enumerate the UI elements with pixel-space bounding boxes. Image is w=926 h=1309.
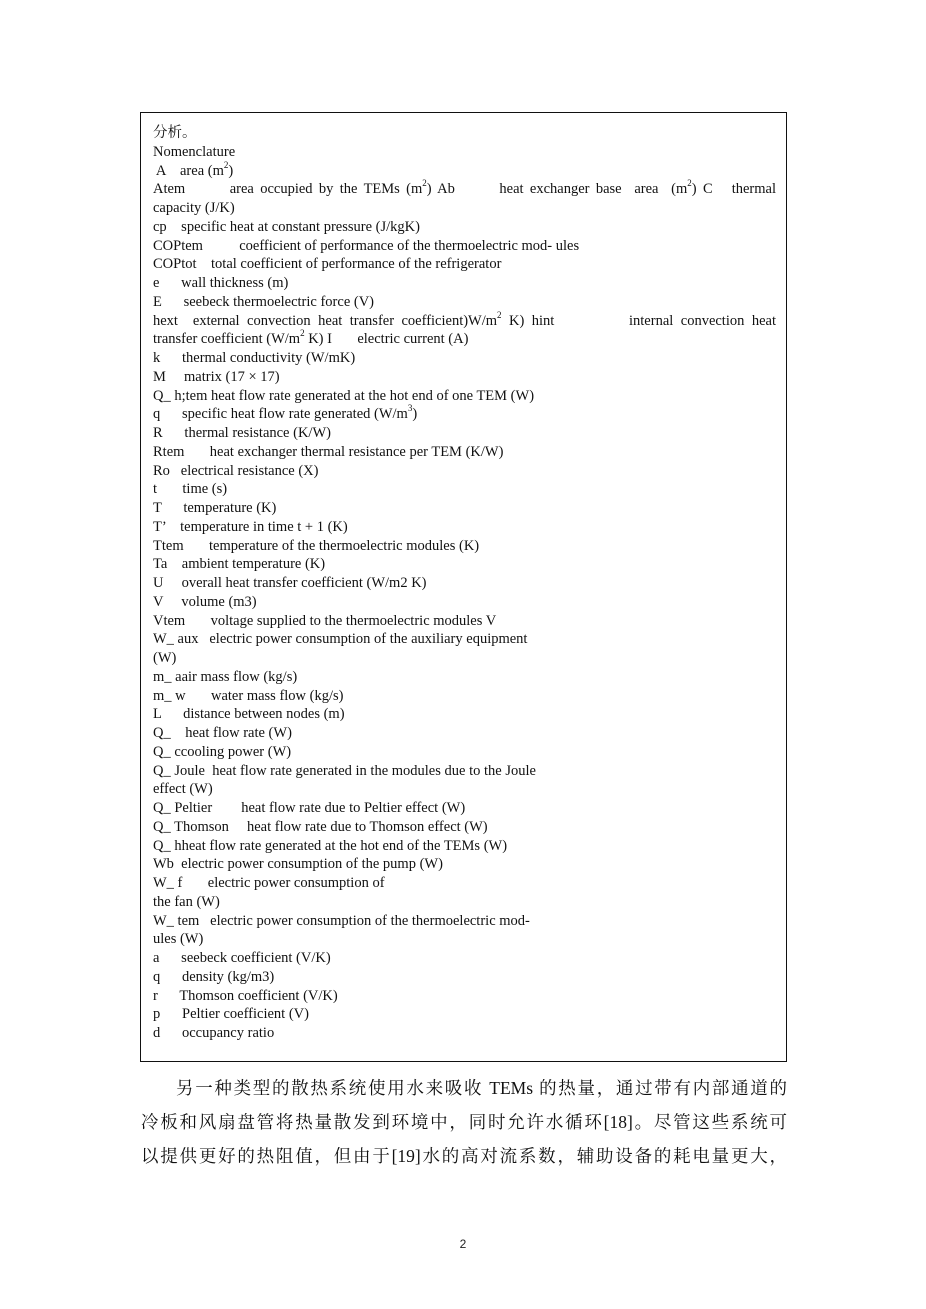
entry-text: e wall thickness (m) — [153, 275, 289, 291]
entry-text: V volume (m3) — [153, 593, 257, 610]
nomenclature-entry — [153, 424, 776, 443]
nomenclature-entry — [153, 668, 776, 687]
paragraph-line: 另一种类型的散热系统使用水来吸收 TEMs 的热量，通过带有内部通道的 — [176, 1078, 787, 1098]
nomenclature-entry — [153, 930, 776, 949]
entry-text: (W) — [153, 650, 177, 666]
entry-text: K) hint internal convection heat — [501, 312, 776, 329]
nomenclature-heading: Nomenclature — [153, 143, 236, 160]
superscript: 2 — [687, 178, 692, 189]
nomenclature-entry — [153, 1005, 776, 1024]
nomenclature-entry — [153, 874, 776, 893]
entry-text: A area (m — [153, 162, 224, 179]
superscript: 2 — [497, 309, 502, 320]
entry-text: R thermal resistance (K/W) — [153, 425, 331, 441]
entry-text: ules (W) — [153, 931, 204, 948]
nomenclature-entry — [153, 574, 776, 593]
entry-text: L distance between nodes (m) — [153, 706, 345, 723]
nomenclature-entry — [153, 443, 776, 462]
entry-text: Ro electrical resistance (X) — [153, 462, 319, 479]
entry-text: m_ w water mass flow (kg/s) — [153, 687, 344, 704]
paragraph-line: 以提供更好的热阻值，但由于[19]水的高对流系数，辅助设备的耗电量更大， — [141, 1146, 787, 1166]
entry-text: t time (s) — [153, 481, 228, 498]
body-paragraph — [141, 1071, 787, 1173]
superscript: 2 — [223, 159, 229, 170]
nomenclature-entry — [153, 968, 776, 987]
nomenclature-entry — [153, 649, 776, 668]
intro-text: 分析。 — [153, 125, 197, 141]
entry-text: Rtem heat exchanger thermal resistance per TEM (K/W) — [153, 443, 504, 460]
entry-text: ) — [412, 406, 418, 423]
nomenclature-entry — [153, 293, 776, 312]
nomenclature-entry — [153, 349, 776, 368]
nomenclature-entry — [153, 912, 776, 931]
nomenclature-entry — [153, 780, 776, 799]
entry-text: m_ aair mass flow (kg/s) — [153, 668, 298, 685]
nomenclature-entry — [153, 630, 776, 649]
nomenclature-entry — [153, 799, 776, 818]
entry-text: hext external convection heat transfer coefficient)W/m — [153, 312, 498, 329]
nomenclature-entry — [153, 518, 776, 537]
entry-text: transfer coefficient (W/m — [153, 331, 301, 348]
entry-text: U overall heat transfer coefficient (W/m2 K) — [153, 575, 427, 591]
nomenclature-entry — [153, 368, 776, 387]
entry-text: Q_ Peltier heat flow rate due to Peltier effect (W) — [153, 800, 466, 816]
entry-text: cp specific heat at constant pressure (J/kgK) — [153, 218, 420, 235]
nomenclature-entry — [153, 762, 776, 781]
entry-text: W_ f electric power consumption of — [153, 875, 385, 891]
nomenclature-entry — [153, 405, 776, 424]
nomenclature-entry — [153, 499, 776, 518]
entry-text: Q_ ccooling power (W) — [153, 743, 292, 760]
nomenclature-entry — [153, 893, 776, 912]
nomenclature-entry — [153, 309, 776, 331]
nomenclature-entry — [153, 949, 776, 968]
superscript: 2 — [422, 178, 427, 189]
entry-text: p Peltier coefficient (V) — [153, 1006, 309, 1023]
entry-text: Atem area occupied by the TEMs (m — [153, 181, 423, 198]
entry-text: d occupancy ratio — [153, 1025, 275, 1041]
entry-text: capacity (J/K) — [153, 200, 235, 216]
nomenclature-box — [140, 112, 787, 1062]
entry-text: W_ tem electric power consumption of the thermoelectric mod- — [153, 912, 530, 929]
entry-text: k thermal conductivity (W/mK) — [153, 350, 356, 366]
paragraph-line: 冷板和风扇盘管将热量散发到环境中，同时允许水循环[18]。尽管这些系统可 — [141, 1112, 787, 1132]
entry-text: T temperature (K) — [153, 500, 277, 516]
entry-text: ) — [228, 162, 234, 179]
nomenclature-entry — [153, 218, 776, 237]
entry-text: E seebeck thermoelectric force (V) — [153, 293, 375, 310]
entry-text: the fan (W) — [153, 893, 220, 910]
nomenclature-entry — [153, 330, 776, 349]
entry-text: Ttem temperature of the thermoelectric modules (K) — [153, 537, 480, 554]
nomenclature-entry — [153, 537, 776, 556]
nomenclature-entry — [153, 199, 776, 218]
entry-text: T’ temperature in time t + 1 (K) — [153, 518, 348, 535]
nomenclature-entry — [153, 237, 776, 256]
nomenclature-entry — [153, 743, 776, 762]
entry-text: Wb electric power consumption of the pump (W) — [153, 856, 443, 873]
entry-text: M matrix (17 × 17) — [153, 368, 280, 385]
entry-text: Q_ Thomson heat flow rate due to Thomson effect (W) — [153, 818, 488, 835]
nomenclature-entry — [153, 1024, 776, 1043]
nomenclature-entry — [153, 462, 776, 481]
entry-text: K) I electric current (A) — [304, 331, 469, 348]
nomenclature-entry — [153, 818, 776, 837]
nomenclature-entry — [153, 274, 776, 293]
superscript: 3 — [407, 403, 413, 414]
nomenclature-entry — [153, 687, 776, 706]
nomenclature-entry — [153, 837, 776, 856]
nomenclature-entry — [153, 705, 776, 724]
entry-text: Q_ hheat flow rate generated at the hot end of the TEMs (W) — [153, 837, 508, 854]
nomenclature-entry — [153, 612, 776, 631]
nomenclature-entry — [153, 255, 776, 274]
nomenclature-entry — [153, 387, 776, 406]
entry-text: Q_ Joule heat flow rate generated in the modules due to the Joule — [153, 762, 536, 779]
entry-text: Ta ambient temperature (K) — [153, 556, 326, 573]
nomenclature-entry — [153, 159, 776, 181]
entry-text: effect (W) — [153, 781, 213, 798]
nomenclature-entry — [153, 724, 776, 743]
nomenclature-entry — [153, 480, 776, 499]
entry-text: q density (kg/m3) — [153, 968, 275, 985]
nomenclature-list — [153, 159, 776, 1043]
nomenclature-entry — [153, 987, 776, 1006]
nomenclature-entry — [153, 555, 776, 574]
entry-text: Q_ heat flow rate (W) — [153, 725, 292, 741]
entry-text: q specific heat flow rate generated (W/m — [153, 406, 408, 423]
entry-text: Vtem voltage supplied to the thermoelectric modules V — [153, 612, 497, 629]
entry-text: a seebeck coefficient (V/K) — [153, 950, 331, 966]
nomenclature-entry — [153, 180, 776, 199]
entry-text: ) C thermal — [691, 181, 776, 198]
entry-text: COPtot total coefficient of performance of the refrigerator — [153, 256, 502, 273]
entry-text: ) Ab heat exchanger base area (m — [426, 181, 688, 198]
nomenclature-entry — [153, 593, 776, 612]
entry-text: Q_ h;tem heat flow rate generated at the hot end of one TEM (W) — [153, 387, 535, 404]
entry-text: COPtem coefficient of performance of the thermoelectric mod- ules — [153, 237, 580, 254]
nomenclature-entry — [153, 855, 776, 874]
superscript: 2 — [300, 328, 305, 339]
page-number: 2 — [459, 1237, 467, 1251]
entry-text: W_ aux electric power consumption of the auxiliary equipment — [153, 631, 528, 648]
entry-text: r Thomson coefficient (V/K) — [153, 987, 338, 1004]
